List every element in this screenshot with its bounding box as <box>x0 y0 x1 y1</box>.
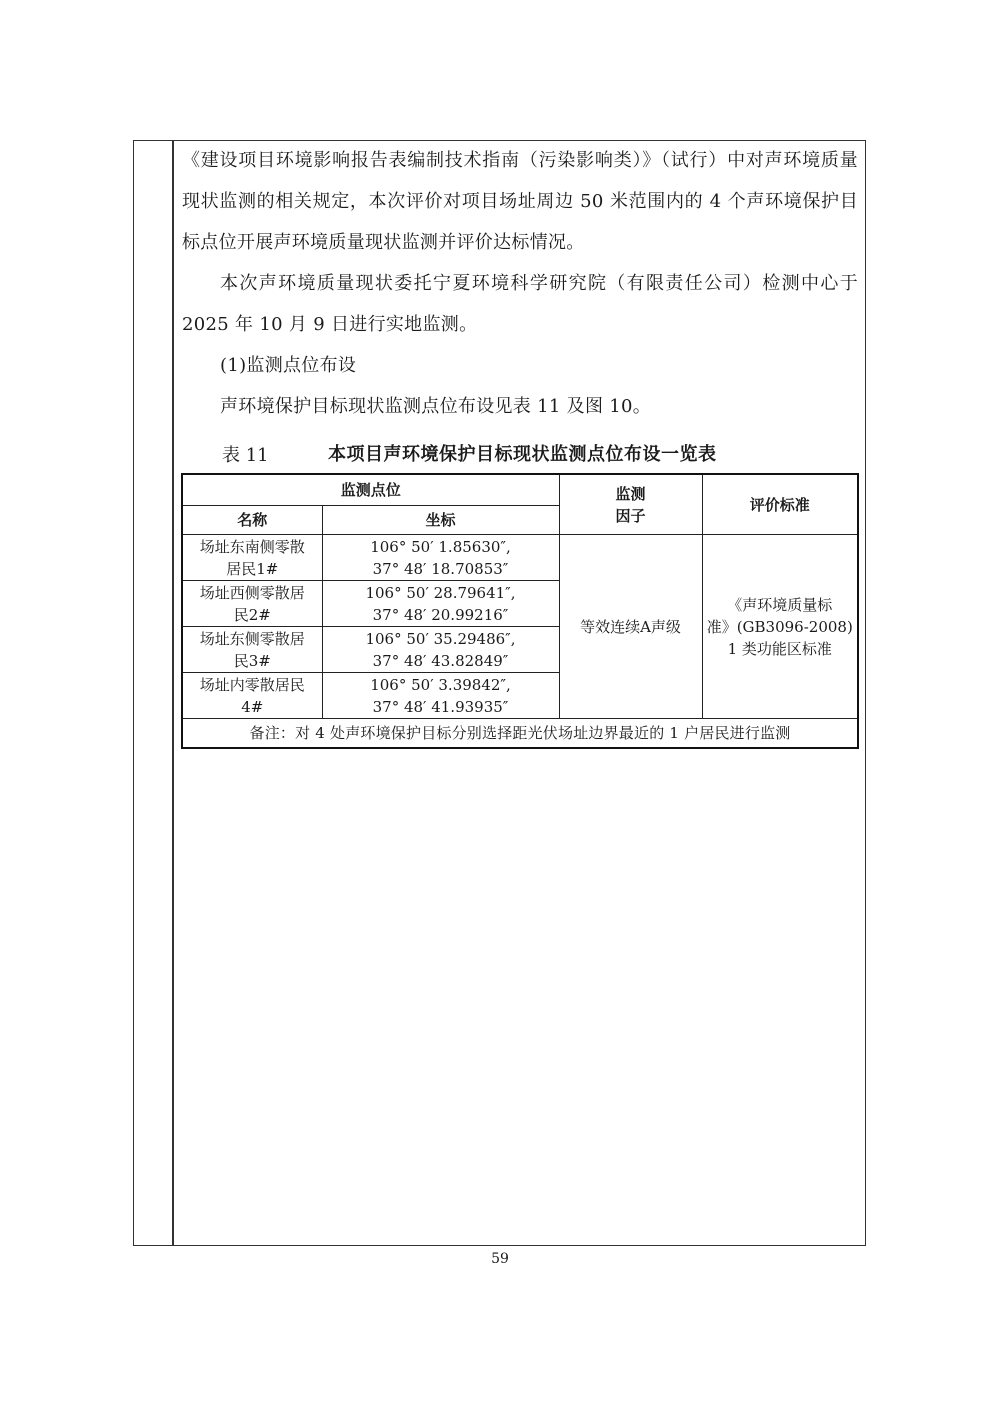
table-note-row <box>182 719 858 749</box>
header-standard: 评价标准 <box>702 474 858 535</box>
paragraph-guideline: 《建设项目环境影响报告表编制技术指南（污染影响类）》（试行）中对声环境质量现状监测的相关规定，本次评价对项目场址周边 50 米范围内的 4 个声环境保护目标点位开展声环境质量现状监测并评价达标情况。 <box>182 150 858 253</box>
cell-name: 场址东南侧零散 居民1# <box>182 535 322 581</box>
cell-coordinates: 106° 50′ 35.29486″, 37° 48′ 43.82849″ <box>322 627 559 673</box>
cell-name: 场址西侧零散居 民2# <box>182 581 322 627</box>
table-number: 表 11 <box>222 445 269 466</box>
header-name: 名称 <box>182 506 322 535</box>
table-row <box>182 535 858 581</box>
page-number: 59 <box>491 1251 509 1267</box>
frame-divider <box>172 140 174 1246</box>
cell-factor: 等效连续A声级 <box>559 535 702 719</box>
paragraph-layout-reference: 声环境保护目标现状监测点位布设见表 11 及图 10。 <box>220 396 652 417</box>
header-coordinates: 坐标 <box>322 506 559 535</box>
body-content <box>182 140 858 427</box>
cell-coordinates: 106° 50′ 1.85630″, 37° 48′ 18.70853″ <box>322 535 559 581</box>
table-title: 本项目声环境保护目标现状监测点位布设一览表 <box>328 444 717 465</box>
header-monitoring-point: 监测点位 <box>182 474 559 506</box>
section-heading: (1)监测点位布设 <box>220 355 357 376</box>
table-note: 备注：对 4 处声环境保护目标分别选择距光伏场址边界最近的 1 户居民进行监测 <box>182 719 858 749</box>
cell-coordinates: 106° 50′ 28.79641″, 37° 48′ 20.99216″ <box>322 581 559 627</box>
cell-coordinates: 106° 50′ 3.39842″, 37° 48′ 41.93935″ <box>322 673 559 719</box>
table-caption <box>222 437 822 467</box>
cell-standard: 《声环境质量标 准》(GB3096-2008) 1 类功能区标准 <box>702 535 858 719</box>
cell-name: 场址内零散居民 4# <box>182 673 322 719</box>
cell-name: 场址东侧零散居 民3# <box>182 627 322 673</box>
paragraph-monitoring-commission: 本次声环境质量现状委托宁夏环境科学研究院（有限责任公司）检测中心于 2025 年 10 月 9 日进行实地监测。 <box>182 273 858 335</box>
header-factor: 监测 因子 <box>559 474 702 535</box>
monitoring-points-table <box>181 473 859 749</box>
